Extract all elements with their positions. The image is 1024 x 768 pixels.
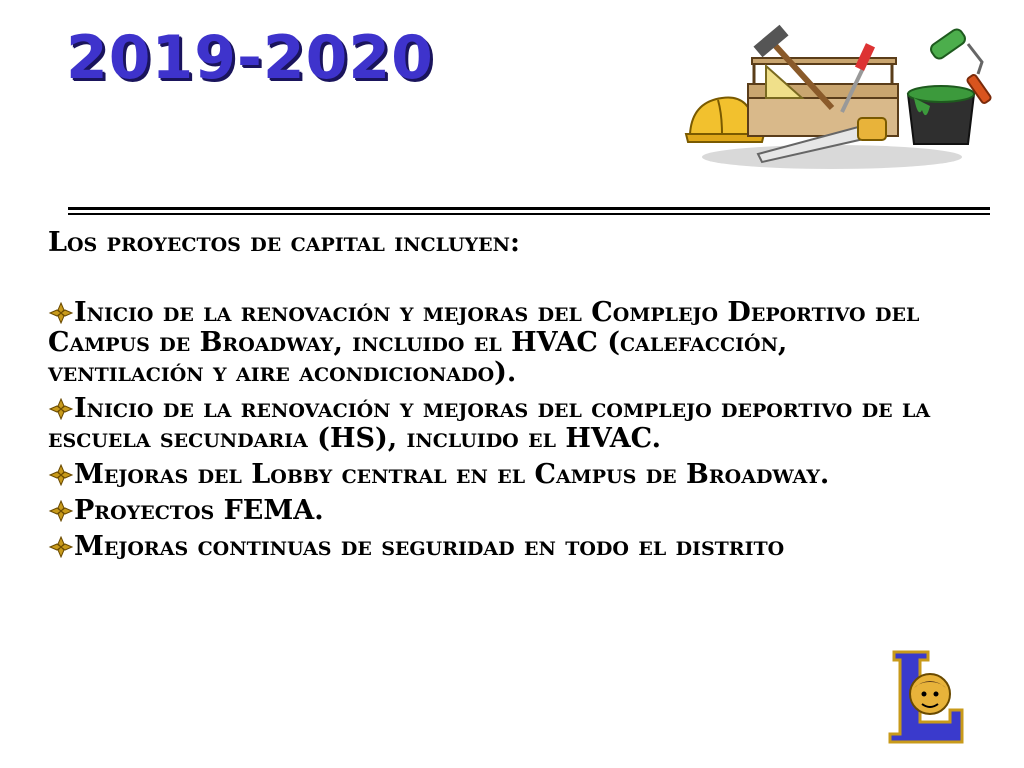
bullet-text: Inicio de la renovación y mejoras del Complejo Deportivo del Campus de Broadway, incluido el HVAC (calefacción, ventilación y aire acondicionado).	[48, 297, 920, 388]
bullet-item	[48, 496, 948, 526]
title-divider-bottom	[68, 213, 990, 215]
bullet-text: Mejoras del Lobby central en el Campus de Broadway.	[74, 459, 830, 490]
bullet-item	[48, 532, 948, 562]
bullet-text: Inicio de la renovación y mejoras del complejo deportivo de la escuela secundaria (HS), incluido el HVAC.	[48, 393, 931, 454]
bullet-text: Proyectos FEMA.	[74, 495, 324, 526]
bullet-item	[48, 460, 948, 490]
bullet-text: Mejoras continuas de seguridad en todo el distrito	[74, 531, 785, 562]
intro-text: Los proyectos de capital incluyen:	[48, 227, 520, 258]
diamond-bullet-icon	[48, 398, 74, 420]
diamond-bullet-icon	[48, 302, 74, 324]
school-logo	[884, 648, 970, 746]
diamond-bullet-icon	[48, 500, 74, 522]
diamond-bullet-icon	[48, 464, 74, 486]
bullet-item	[48, 298, 948, 388]
slide-body	[48, 228, 948, 568]
toolbox-clipart	[682, 22, 1012, 172]
slide-title: 2019-2020	[66, 23, 434, 93]
bullet-item	[48, 394, 948, 454]
bullet-list	[48, 298, 948, 562]
diamond-bullet-icon	[48, 536, 74, 558]
title-divider-top	[68, 207, 990, 210]
